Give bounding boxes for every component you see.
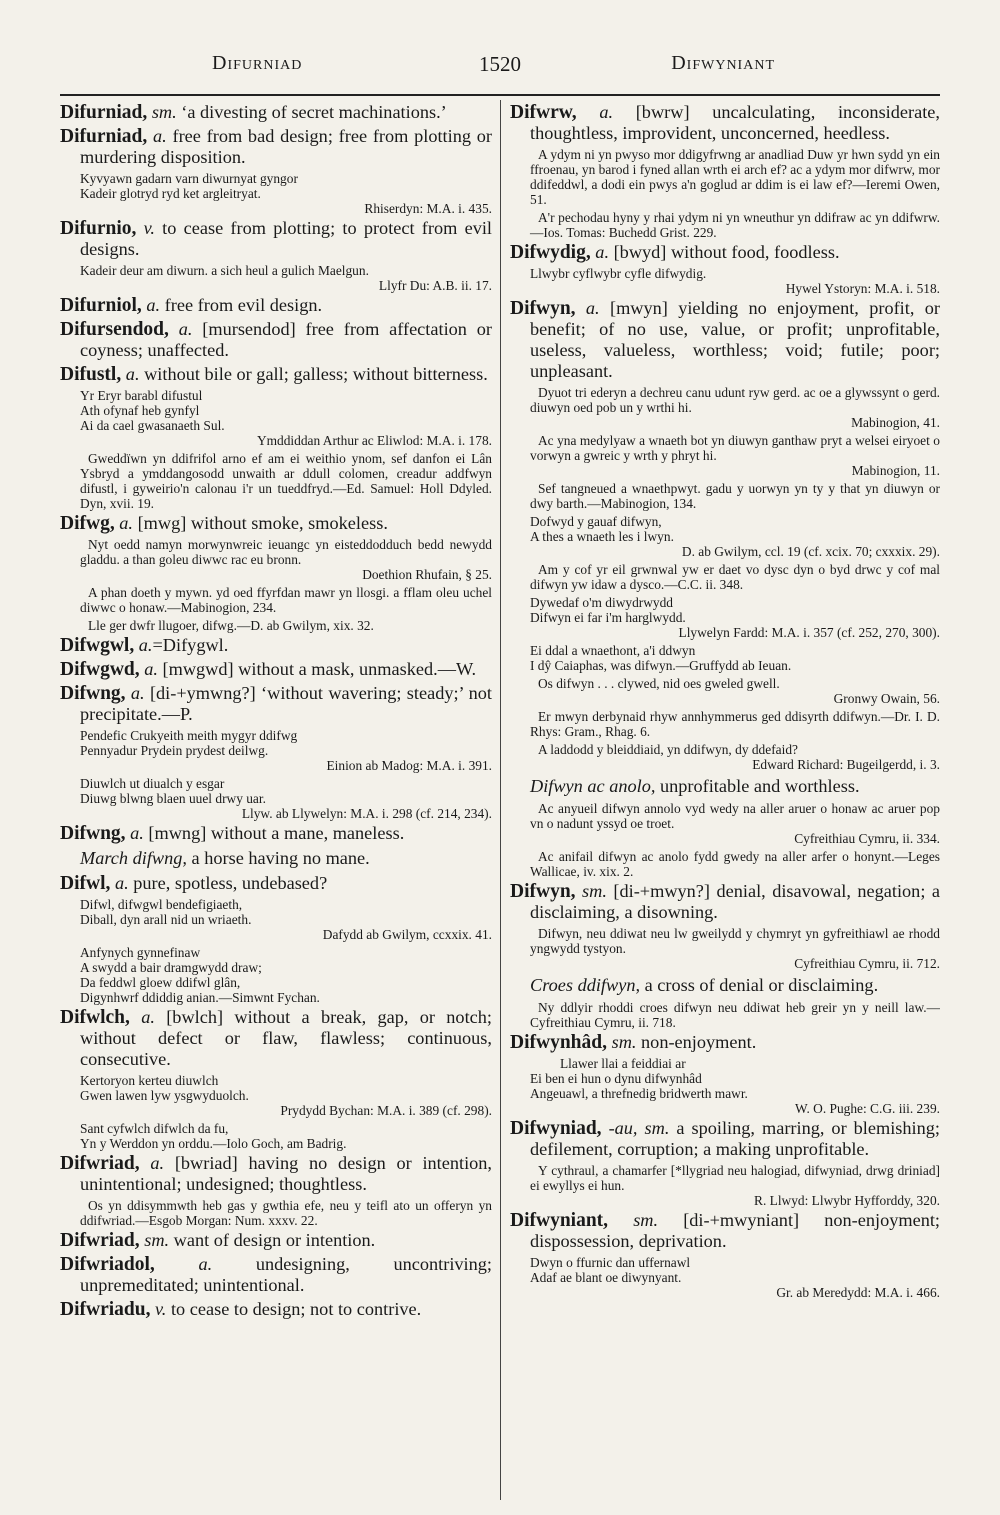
header-left-guideword: Difurniad [212, 52, 303, 74]
definition: [bwriad] having no design or intention, unintentional; undesigned; thoughtless. [80, 1153, 492, 1194]
citation-line: Anfynych gynnefinaw [80, 945, 201, 960]
citation-line: I dŷ Caiaphas, was difwyn.—Gruffydd ab Ieuan. [530, 658, 792, 673]
citation [530, 562, 940, 592]
headword: Difustl, [60, 364, 122, 385]
citation-source: Cyfreithiau Cymru, ii. 712. [794, 956, 940, 971]
definition: to cease to design; not to contrive. [166, 1299, 422, 1319]
part-of-speech: a. [125, 364, 140, 384]
citation-line: Kyvyawn gadarn varn diwurnyat gyngor [80, 171, 298, 186]
entry-difwgwd [60, 659, 492, 680]
citation-line: A swydd a bair dramgwydd draw; [80, 960, 262, 975]
entry-difurniad-a [60, 126, 492, 168]
entry-difwriadu [60, 1299, 492, 1320]
headword: Difwriadu, [60, 1299, 151, 1320]
headword: Difwrw, [510, 102, 577, 123]
entry-difustl [60, 364, 492, 385]
definition: [mwyn] yielding no enjoyment, profit, or benefit; of no use, value, or profit; unprofitable, useless, valueless, worthless; void; futile; poor; unpleasant. [530, 298, 940, 381]
definition: a spoiling, marring, or blemishing; defilement, corruption; a making unprofitable. [530, 1118, 940, 1159]
citation-text: Am y cof yr eil grwnwal yw er daet vo dysc dyn o byd drwc y cof mal difwyn yw idaw a dysco.—C.C. ii. 348. [530, 562, 940, 592]
headword: Difwriadol, [60, 1254, 155, 1275]
part-of-speech: a. [150, 1153, 165, 1173]
entry-difurniad-sm [60, 102, 492, 123]
left-column [60, 102, 492, 1502]
part-of-speech: a. [595, 242, 610, 262]
headword: Difwydig, [510, 242, 591, 263]
citation-line: Ai da cael gwasanaeth Sul. [80, 418, 225, 433]
citation-text: Gweddïwn yn ddifrifol arno ef am ei weithio ynom, sef danfon ei Lân Ysbryd a ymddangosodd unwaith ar ddull colomen, creadur addfwyn difustl, i gyweirio'n calonau i'r un tueddfryd.—Ed. Samuel: Holl Ddyled. Dyn, xvii. 19. [80, 451, 492, 511]
phrase: Croes ddifwyn, [530, 975, 641, 995]
definition: [mwg] without smoke, smokeless. [133, 513, 388, 533]
running-header [60, 52, 940, 82]
entry-difwriad-a [60, 1153, 492, 1195]
part-of-speech: sm. [144, 1230, 170, 1250]
definition: [bwrw] uncalculating, inconsiderate, thoughtless, improvident, unconcerned, heedless. [530, 102, 940, 143]
citation [530, 266, 940, 296]
citation [80, 728, 492, 773]
citation [80, 618, 492, 633]
phrase-gloss: unprofitable and worthless. [655, 776, 860, 796]
part-of-speech: sm. [611, 1032, 637, 1052]
phrase: Difwyn ac anolo, [530, 776, 656, 796]
citation [80, 776, 492, 821]
citation [80, 945, 492, 1005]
headword: Difwg, [60, 513, 115, 534]
definition: undesigning, uncontriving; unpremeditated; unintentional. [80, 1254, 492, 1295]
citation [80, 585, 492, 615]
citation [530, 1000, 940, 1030]
phrase-example [530, 776, 940, 797]
entry-difwgwl [60, 635, 492, 656]
citation [80, 451, 492, 511]
citation-source: Llyfr Du: A.B. ii. 17. [378, 278, 492, 293]
part-of-speech: a. [130, 683, 145, 703]
entry-difwriad-sm [60, 1230, 492, 1251]
citation-line: Llwybr cyflwybr cyfle difwydig. [530, 266, 707, 281]
citation-line: Diuwlch ut diualch y esgar [80, 776, 225, 791]
citation-source: Einion ab Madog: M.A. i. 391. [326, 758, 492, 773]
citation-line: Dofwyd y gauaf difwyn, [530, 514, 662, 529]
entry-difwng-1 [60, 683, 492, 725]
citation-text: A'r pechodau hyny y rhai ydym ni yn wneuthur yn ddifraw ac yn ddifwrw.—Ios. Tomas: Buchedd Grist. 229. [530, 210, 940, 240]
part-of-speech: sm. [633, 1210, 659, 1230]
definition: [mwgwd] without a mask, unmasked.—W. [157, 659, 477, 679]
part-of-speech: a. [153, 126, 167, 146]
part-of-speech: -au, sm. [608, 1118, 670, 1138]
phrase: March difwng, [80, 848, 187, 868]
citation-source: Cyfreithiau Cymru, ii. 334. [794, 831, 940, 846]
headword: Difwyniant, [510, 1210, 609, 1231]
citation-text: Dyuot tri ederyn a dechreu canu udunt ryw gerd. ac oe a glywssynt o gerd. diuwyn oed pob un y wrthi hi. [530, 385, 940, 415]
definition: [di-+mwyniant] non-enjoyment; dispossession, deprivation. [530, 1210, 940, 1251]
citation [80, 537, 492, 582]
citation-source: Gr. ab Meredydd: M.A. i. 466. [776, 1285, 940, 1300]
citation-line: Adaf ae blant oe diwynyant. [530, 1270, 682, 1285]
headword: Difwng, [60, 823, 126, 844]
citation-line: Sant cyfwlch difwlch da fu, [80, 1121, 229, 1136]
citation-text: Lle ger dwfr llugoer, difwg.—D. ab Gwilym, xix. 32. [88, 618, 374, 633]
citation [530, 643, 940, 673]
headword: Difursendod, [60, 319, 169, 340]
entry-difwydig [510, 242, 940, 263]
part-of-speech: a. [144, 659, 158, 679]
citation-text: Nyt oedd namyn morwynwreic ieuangc yn eisteddodduch bedd newydd gladdu. a than goleu diwwc rac eu bronn. [80, 537, 492, 567]
citation-source: W. O. Pughe: C.G. iii. 239. [795, 1101, 940, 1116]
citation-line: Diuwg blwng blaen uuel drwy uar. [80, 791, 266, 806]
entry-difwng-2 [60, 823, 492, 844]
definition: [mursendod] free from affectation or coyness; unaffected. [80, 319, 492, 360]
part-of-speech: a. [585, 298, 600, 318]
citation-line: Digynhwrf ddiddig anian.—Simwnt Fychan. [80, 990, 320, 1005]
entry-difursendod [60, 319, 492, 361]
citation-line: Difwyn ei far i'm harglwydd. [530, 610, 686, 625]
headword: Difwyniad, [510, 1118, 602, 1139]
entry-difwyniad [510, 1118, 940, 1160]
phrase-example [530, 975, 940, 996]
citation [530, 481, 940, 511]
citation-source: Gronwy Owain, 56. [833, 691, 940, 706]
entry-difwriadol [60, 1254, 492, 1296]
right-column [510, 102, 940, 1502]
citation [80, 388, 492, 448]
headword: Difurnio, [60, 218, 137, 239]
citation-source: R. Llwyd: Llwybr Hyfforddy, 320. [754, 1193, 940, 1208]
citation-text: A laddodd y bleiddiaid, yn ddifwyn, dy ddefaid? [538, 742, 798, 757]
citation [530, 709, 940, 739]
citation-text: Os yn ddisymmwth heb gas y gwthia efe, neu y teifl ato un offeryn yn ddifwriad.—Esgob Morgan: Num. xxxv. 22. [80, 1198, 492, 1228]
citation-line: Dwyn o ffurnic dan uffernawl [530, 1255, 691, 1270]
headword: Difwriad, [60, 1230, 140, 1251]
citation-line: Ei ben ei hun o dynu difwynhâd [530, 1071, 702, 1086]
citation-source: Mabinogion, 41. [851, 415, 940, 430]
citation [530, 385, 940, 430]
definition: to cease from plotting; to protect from evil designs. [80, 218, 492, 259]
citation-line: Pendefic Crukyeith meith mygyr ddifwg [80, 728, 298, 743]
part-of-speech: sm. [582, 881, 607, 901]
citation [530, 514, 940, 559]
citation-source: Mabinogion, 11. [851, 463, 940, 478]
header-right-guideword: Difwyniant [671, 52, 775, 74]
definition: [mwng] without a mane, maneless. [143, 823, 405, 843]
page-number: 1520 [479, 52, 521, 76]
citation-source: Ymddiddan Arthur ac Eliwlod: M.A. i. 178. [256, 433, 492, 448]
part-of-speech: a. [141, 1007, 155, 1027]
phrase-example [80, 848, 492, 869]
entry-difurnio [60, 218, 492, 260]
part-of-speech: a. [119, 513, 133, 533]
citation [530, 801, 940, 846]
citation-line: Ei ddal a wnaethont, a'i ddwyn [530, 643, 696, 658]
citation-source: Dafydd ab Gwilym, ccxxix. 41. [322, 927, 492, 942]
definition: free from bad design; free from plotting or murdering disposition. [80, 126, 492, 167]
part-of-speech: v. [143, 218, 155, 238]
headword: Difwynhâd, [510, 1032, 607, 1053]
definition: =Difygwl. [152, 635, 229, 655]
citation-line: Da feddwl gloew ddifwl glân, [80, 975, 241, 990]
citation-source: Edward Richard: Bugeilgerdd, i. 3. [752, 757, 940, 772]
citation [530, 849, 940, 879]
citation-text: Ac anyueil difwyn annolo vyd wedy na aller aruer o honaw ac aruer pop vn o nadunt yssyd oe troet. [530, 801, 940, 831]
citation-source: Llywelyn Fardd: M.A. i. 357 (cf. 252, 270, 300). [678, 625, 940, 640]
citation-line: Yr Eryr barabl difustul [80, 388, 203, 403]
citation [530, 210, 940, 240]
part-of-speech: a. [130, 823, 144, 843]
citation-text: Er mwyn derbynaid rhyw annhymmerus ged ddisyrth ddifwyn.—Dr. I. D. Rhys: Gram., Rhag. 6. [530, 709, 940, 739]
definition: [di-+mwyn?] denial, disavowal, negation; a disclaiming, a disowning. [530, 881, 940, 922]
citation-source: Rhiserdyn: M.A. i. 435. [364, 201, 492, 216]
headword: Difurniad, [60, 126, 148, 147]
citation [530, 433, 940, 478]
citation-source: Hywel Ystoryn: M.A. i. 518. [785, 281, 940, 296]
entry-difwlch [60, 1007, 492, 1070]
citation-line: Pennyadur Prydein prydest deilwg. [80, 743, 269, 758]
definition: [di-+ymwng?] ‘without wavering; steady;’ not precipitate.—P. [80, 683, 492, 724]
column-divider [500, 100, 501, 1500]
definition: ‘a divesting of secret machinations.’ [176, 102, 447, 122]
headword: Difwriad, [60, 1153, 140, 1174]
part-of-speech: a. [198, 1254, 213, 1274]
citation-line: Dywedaf o'm diwydrwydd [530, 595, 673, 610]
citation-text: Ny ddlyir rhoddi croes difwyn neu ddiwat heb greir yn y neill law.—Cyfreithiau Cymru, ii. 718. [530, 1000, 940, 1030]
part-of-speech: a. [138, 635, 153, 655]
definition: non-enjoyment. [636, 1032, 757, 1052]
citation-source: D. ab Gwilym, ccl. 19 (cf. xcix. 70; cxxxix. 29). [681, 544, 940, 559]
citation-source: Llyw. ab Llywelyn: M.A. i. 298 (cf. 214, 234). [241, 806, 492, 821]
entry-difwyn-sm [510, 881, 940, 923]
citation-text: A ydym ni yn pwyso mor ddigyfrwng ar anadliad Duw yr hwn sydd yn ein ffroenau, yn barod i fyned allan wrth ei arch ef? ac a ydym mor difwrw, mor ddifeddwl, a dodi ein pwys a'n goglud ar ddim is ei law ef?—Ieremi Owen, 51. [530, 147, 940, 207]
definition: want of design or intention. [169, 1230, 376, 1250]
entry-difwyniant [510, 1210, 940, 1252]
citation [530, 676, 940, 706]
citation [530, 1255, 940, 1300]
headword: Difurniol, [60, 295, 142, 316]
entry-difwynhad [510, 1032, 940, 1053]
citation [80, 1073, 492, 1118]
citation-line: Kadeir deur am diwurn. a sich heul a gulich Maelgun. [80, 263, 369, 278]
citation [80, 1121, 492, 1151]
citation [530, 742, 940, 772]
citation-line: Difwl, difwgwl bendefigiaeth, [80, 897, 243, 912]
citation-text: Sef tangneued a wnaethpwyt. gadu y uorwyn yn ty y that yn diuwyn or dwy barth.—Mabinogion, 134. [530, 481, 940, 511]
citation-line: Diball, dyn arall nid un wriaeth. [80, 912, 252, 927]
part-of-speech: sm. [151, 102, 177, 122]
citation [530, 1056, 940, 1116]
citation [80, 1198, 492, 1228]
citation-line: Yn y Werddon yn orddu.—Iolo Goch, am Badrig. [80, 1136, 347, 1151]
citation-source: Doethion Rhufain, § 25. [362, 567, 492, 582]
entry-difwl [60, 873, 492, 894]
citation-line: Angeuawl, a threfnedig bridwerth mawr. [530, 1086, 748, 1101]
definition: [bwlch] without a break, gap, or notch; without defect or flaw, flawless; continuous, consecutive. [80, 1007, 492, 1069]
part-of-speech: a. [146, 295, 161, 315]
headword: Difwl, [60, 873, 111, 894]
citation-line: Llawer llai a feiddiai ar [560, 1056, 686, 1071]
citation-source: Prydydd Bychan: M.A. i. 389 (cf. 298). [280, 1103, 492, 1118]
definition: pure, spotless, undebased? [128, 873, 328, 893]
headword: Difwyn, [510, 298, 576, 319]
entry-difwg [60, 513, 492, 534]
entry-difurniol [60, 295, 492, 316]
citation [80, 171, 492, 216]
citation-text: Y cythraul, a chamarfer [*llygriad neu halogiad, difwyniad, drwg driniad] ei ewyllys ei hun. [530, 1163, 940, 1193]
citation-text: A phan doeth y mywn. yd oed ffyrfdan mawr yn llosgi. a fflam oleu uchel diwwc o honaw.—Mabinogion, 234. [80, 585, 492, 615]
citation [80, 897, 492, 942]
definition: free from evil design. [160, 295, 323, 315]
headword: Difwgwd, [60, 659, 140, 680]
citation-text: Os difwyn . . . clywed, nid oes gweled gwell. [538, 676, 780, 691]
definition: without bile or gall; galless; without bitterness. [139, 364, 488, 384]
headword: Difurniad, [60, 102, 148, 123]
part-of-speech: v. [155, 1299, 167, 1319]
citation-line: Kadeir glotryd ryd ket argleitryat. [80, 186, 261, 201]
headword: Difwlch, [60, 1007, 130, 1028]
header-rule [60, 94, 940, 96]
part-of-speech: a. [178, 319, 193, 339]
citation-line: A thes a wnaeth les i lwyn. [530, 529, 674, 544]
headword: Difwng, [60, 683, 126, 704]
headword: Difwyn, [510, 881, 576, 902]
citation [530, 147, 940, 207]
citation [80, 263, 492, 293]
part-of-speech: a. [114, 873, 129, 893]
citation-line: Gwen lawen lyw ysgwyduolch. [80, 1088, 249, 1103]
citation-text: Ac yna medylyaw a wnaeth bot yn diuwyn ganthaw pryt a welsei eiryoet o vorwyn a gwreic y wrth y phryt hi. [530, 433, 940, 463]
citation [530, 595, 940, 640]
phrase-gloss: a horse having no mane. [186, 848, 370, 868]
citation-line: Kertoryon kerteu diuwlch [80, 1073, 219, 1088]
phrase-gloss: a cross of denial or disclaiming. [640, 975, 879, 995]
entry-difwrw [510, 102, 940, 144]
definition: [bwyd] without food, foodless. [609, 242, 840, 262]
citation [530, 926, 940, 971]
citation [530, 1163, 940, 1208]
headword: Difwgwl, [60, 635, 135, 656]
entry-difwyn-a [510, 298, 940, 382]
citation-text: Difwyn, neu ddiwat neu lw gweilydd y chymryt yn gyfreithiawl ae rhodd yngwydd tystyon. [530, 926, 940, 956]
part-of-speech: a. [599, 102, 614, 122]
citation-text: Ac anifail difwyn ac anolo fydd gwedy na aller arfer o honynt.—Leges Wallicae, iv. xix. 2. [530, 849, 940, 879]
citation-line: Ath ofynaf heb gynfyl [80, 403, 200, 418]
